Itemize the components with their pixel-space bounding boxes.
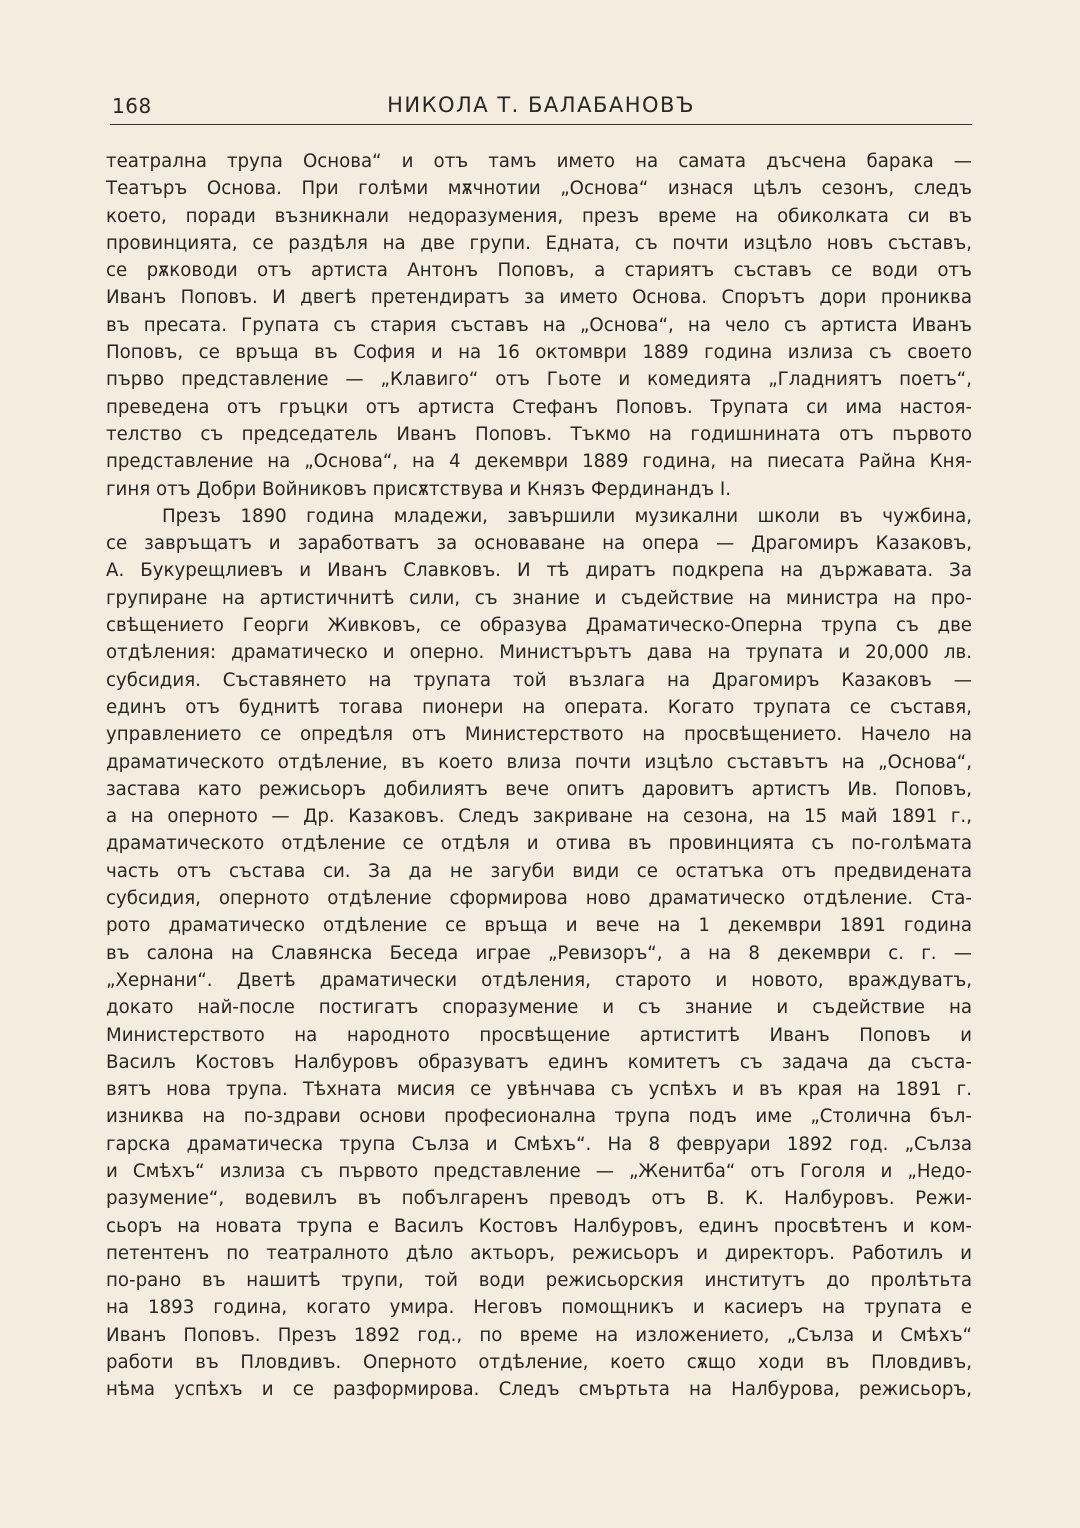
- text-line: въ салона на Славянска Беседа играе „Ревизоръ“, а на 8 декември с. г. —: [106, 942, 972, 964]
- text-line: часть отъ състава си. За да не загуби види се остатъка отъ предвидената: [106, 860, 972, 882]
- text-line: гарска драматическа трупа Сълза и Смѣхъ“. На 8 февруари 1892 год. „Сълза: [106, 1133, 972, 1155]
- text-line: се завръщатъ и заработватъ за основаване на опера — Драгомиръ Казаковъ,: [106, 533, 972, 555]
- text-line: и Смѣхъ“ излиза съ първото представление — „Женитба“ отъ Гоголя и „Недо-: [106, 1160, 972, 1182]
- text-line: театрална трупа Основа“ и отъ тамъ името на самата дъсчена барака —: [106, 151, 972, 172]
- text-line: нѣма успѣхъ и се разформирова. Следъ смъртьта на Налбурова, режисьоръ,: [106, 1379, 972, 1401]
- text-line: което, поради възникнали недоразумения, презъ време на обиколката си въ: [106, 205, 972, 227]
- text-line: свѣщението Георги Живковъ, се образува Драматическо-Оперна трупа съ две: [106, 615, 972, 637]
- running-title: НИКОЛА Т. БАЛАБАНОВЪ: [387, 93, 695, 117]
- page-number: 168: [112, 94, 152, 118]
- text-line: петентенъ по театралното дѣло актьоръ, режисьоръ и директоръ. Работилъ и: [106, 1242, 972, 1264]
- text-line: драматическото отдѣление, въ което влиза почти изцѣло съставътъ на „Основа“,: [106, 751, 972, 773]
- text-line: вятъ нова трупа. Тѣхната мисия се увѣнчава съ успѣхъ и въ края на 1891 г.: [106, 1079, 972, 1101]
- text-line: Василъ Костовъ Налбуровъ образуватъ единъ комитетъ съ задача да съста-: [106, 1051, 972, 1073]
- text-line: телство съ председатель Иванъ Поповъ. Тъкмо на годишнината отъ първото: [106, 423, 972, 445]
- text-line: Иванъ Поповъ. Презъ 1892 год., по време на изложението, „Сълза и Смѣхъ“: [106, 1324, 972, 1346]
- text-line: А. Букурещлиевъ и Иванъ Славковъ. И тѣ диратъ подкрепа на държавата. За: [106, 560, 972, 582]
- text-line: управлението се опредѣля отъ Министерството на просвѣщението. Начело на: [106, 724, 972, 746]
- text-line: застава като режисьоръ добилиятъ вече опитъ даровитъ артистъ Ив. Поповъ,: [106, 778, 972, 800]
- running-head: [110, 88, 972, 125]
- text-line: провинцията, се раздѣля на две групи. Едната, съ почти изцѣло новъ съставъ,: [106, 232, 972, 254]
- text-line: „Хернани“. Дветѣ драматически отдѣления, старото и новото, враждуватъ,: [106, 969, 972, 991]
- text-line: единъ отъ буднитѣ тогава пионери на операта. Когато трупата се съставя,: [106, 696, 972, 718]
- text-line: сьоръ на новата трупа е Василъ Костовъ Налбуровъ, единъ просвѣтенъ и ком-: [106, 1215, 972, 1237]
- text-line: Иванъ Поповъ. И двегѣ претендиратъ за името Основа. Спорътъ дори прониква: [106, 287, 972, 309]
- text-line: рото драматическо отдѣление се връща и вече на 1 декември 1891 година: [106, 915, 972, 937]
- text-line: въ пресата. Групата съ стария съставъ на „Основа“, на чело съ артиста Иванъ: [106, 314, 972, 336]
- text-line: групиране на артистичнитѣ сили, съ знание и съдействие на министра на про-: [106, 587, 972, 609]
- text-line: преведена отъ гръцки отъ артиста Стефанъ Поповъ. Трупата си има настоя-: [106, 396, 972, 418]
- text-line: изниква на по-здрави основи професионална трупа подъ име „Столична бъл-: [106, 1106, 972, 1128]
- text-line: работи въ Пловдивъ. Оперното отдѣление, което сѫщо ходи въ Пловдивъ,: [106, 1352, 972, 1374]
- paragraph-1: [106, 148, 972, 503]
- text-line: Театъръ Основа. При голѣми мѫчнотии „Основа“ изнася цѣлъ сезонъ, следъ: [106, 178, 972, 200]
- text-line: отдѣления: драматическо и оперно. Министърътъ дава на трупата и 20,000 лв.: [106, 642, 972, 664]
- text-line: Поповъ, се връща въ София и на 16 октомври 1889 година излиза съ своето: [106, 342, 972, 364]
- text-line: субсидия. Съставянето на трупата той възлага на Драгомиръ Казаковъ —: [106, 669, 972, 691]
- paragraph-2: [106, 503, 972, 1404]
- text-line: субсидия, оперното отдѣление сформирова ново драматическо отдѣление. Ста-: [106, 888, 972, 910]
- text-line: първо представление — „Клавиго“ отъ Гьоте и комедията „Гладниятъ поетъ“,: [106, 369, 972, 391]
- text-line: Презъ 1890 година младежи, завършили музикални школи въ чужбина,: [162, 505, 972, 527]
- text-line: на 1893 година, когато умира. Неговъ помощникъ и касиеръ на трупата е: [106, 1297, 972, 1319]
- text-line: Министерството на народното просвѣщение артиститѣ Иванъ Поповъ и: [106, 1024, 972, 1046]
- text-line: по-рано въ нашитѣ трупи, той води режисьорския институтъ до пролѣтьта: [106, 1270, 972, 1292]
- text-line: се рѫководи отъ артиста Антонъ Поповъ, а стариятъ съставъ се води отъ: [106, 260, 972, 282]
- text-line: гиня отъ Добри Войниковъ присѫтствува и Князъ Фердинандъ I.: [106, 478, 732, 500]
- body-text: [106, 148, 972, 1404]
- text-line: а на оперното — Др. Казаковъ. Следъ закриване на сезона, на 15 май 1891 г.,: [106, 806, 972, 828]
- text-line: драматическото отдѣление се отдѣля и отива въ провинцията съ по-голѣмата: [106, 833, 972, 855]
- text-line: разумение“, водевилъ въ побългаренъ преводъ отъ В. К. Налбуровъ. Режи-: [106, 1188, 972, 1210]
- text-line: представление на „Основа“, на 4 декември 1889 година, на пиесата Райна Кня-: [106, 451, 972, 473]
- text-line: докато най-после постигатъ споразумение и съ знание и съдействие на: [106, 997, 972, 1019]
